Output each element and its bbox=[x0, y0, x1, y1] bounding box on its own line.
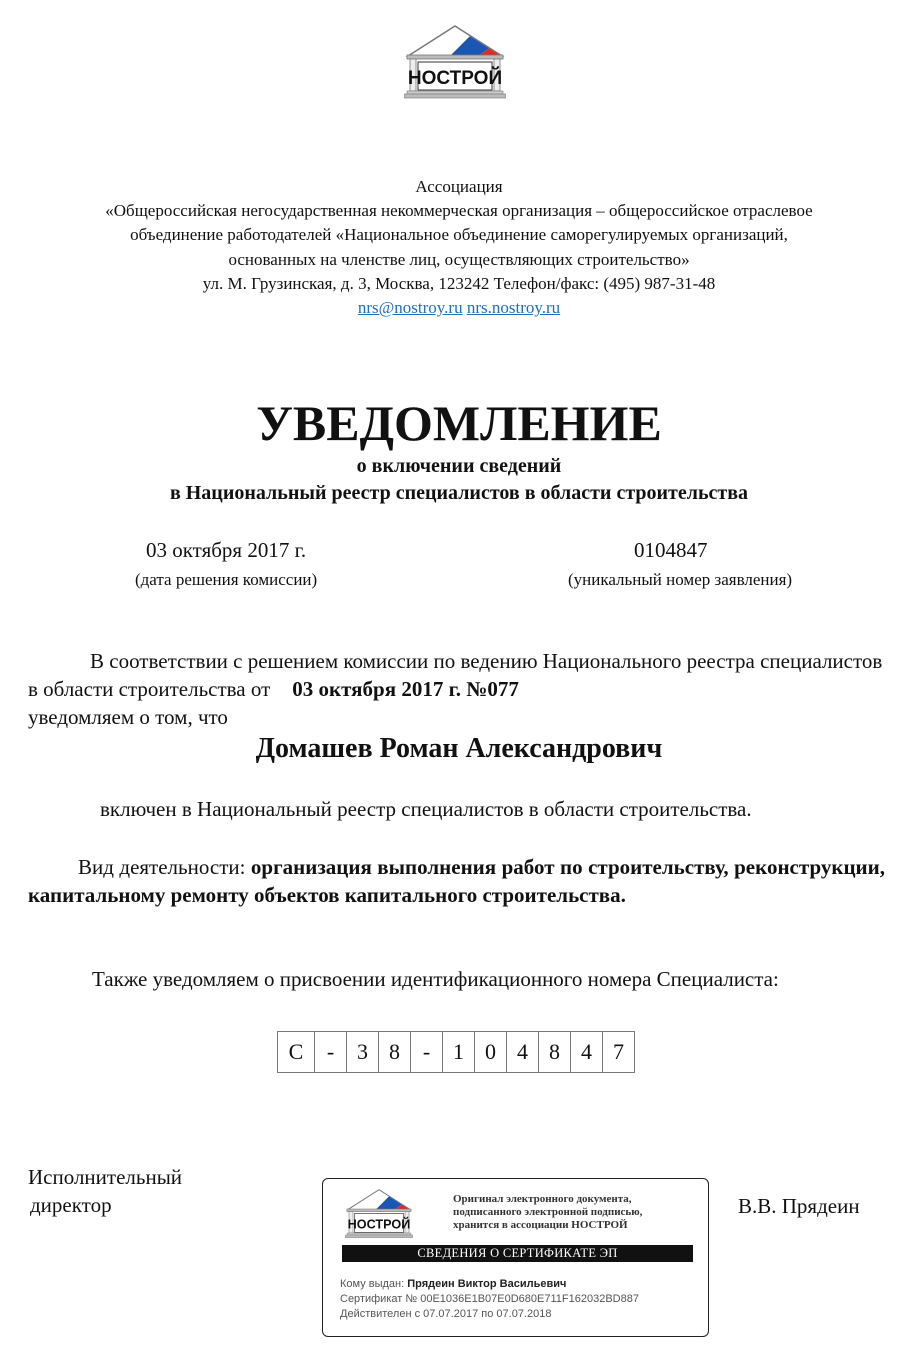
decision-reference: 03 октября 2017 г. №077 bbox=[292, 677, 519, 701]
signer-role-line-2: директор bbox=[30, 1193, 112, 1217]
document-title: УВЕДОМЛЕНИЕ bbox=[256, 395, 662, 451]
signer-name: В.В. Прядеин bbox=[738, 1194, 860, 1218]
valid-to-label: по bbox=[481, 1308, 494, 1320]
email-link[interactable]: nrs@nostroy.ru bbox=[357, 298, 463, 318]
website-link[interactable]: nrs.nostroy.ru bbox=[466, 298, 561, 318]
header-line-2: «Общероссийская негосударственная некоммерческая организация – общероссийское отраслевое bbox=[105, 201, 813, 221]
signer-role bbox=[28, 1163, 182, 1219]
id-cell: 7 bbox=[613, 1039, 624, 1064]
stamp-original-line-2: подписанного электронной подписью, bbox=[453, 1206, 643, 1218]
valid-from: 07.07.2017 bbox=[423, 1308, 479, 1320]
id-cell: 4 bbox=[571, 1032, 603, 1072]
person-name: Домашев Роман Александрович bbox=[255, 733, 663, 764]
included-statement: включен в Национальный реестр специалистов в области строительства. bbox=[100, 797, 752, 821]
stamp-validity bbox=[340, 1307, 639, 1322]
application-number-caption: (уникальный номер заявления) bbox=[568, 570, 793, 589]
decision-date: 03 октября 2017 г. bbox=[146, 538, 307, 562]
decision-text: В соответствии с решением комиссии по ведению Национального реестра специалистов в области строительства от bbox=[28, 649, 883, 701]
id-cell: 1 bbox=[443, 1032, 475, 1072]
certificate-value: 00E1036E1B07E0D680E711F162032BD887 bbox=[420, 1293, 639, 1305]
stamp-certificate-number bbox=[340, 1292, 639, 1307]
e-signature-stamp bbox=[322, 1178, 709, 1337]
stamp-original-line-3: хранится в ассоциации НОСТРОЙ bbox=[453, 1219, 628, 1231]
id-cell: С bbox=[278, 1032, 315, 1072]
stamp-certificate-info bbox=[340, 1277, 639, 1322]
issued-to-label: Кому выдан: bbox=[340, 1278, 405, 1290]
issued-to-value: Прядеин Виктор Васильевич bbox=[407, 1278, 567, 1290]
document-subtitle-1: о включении сведений bbox=[356, 455, 562, 477]
header-links bbox=[0, 296, 918, 320]
stamp-certificate-header: СВЕДЕНИЯ О СЕРТИФИКАТЕ ЭП bbox=[342, 1245, 693, 1262]
nostroy-logo bbox=[404, 22, 506, 100]
svg-text:НОСТРОЙ: НОСТРОЙ bbox=[407, 68, 503, 89]
signer-role-line-1: Исполнительный bbox=[28, 1165, 183, 1189]
id-cell: 8 bbox=[379, 1032, 411, 1072]
id-cell: - bbox=[411, 1032, 443, 1072]
stamp-issued-to bbox=[340, 1277, 639, 1292]
activity-paragraph bbox=[28, 853, 885, 909]
activity-label: Вид деятельности: bbox=[78, 855, 246, 879]
id-cell: 0 bbox=[475, 1032, 507, 1072]
decision-date-caption: (дата решения комиссии) bbox=[135, 570, 318, 589]
specialist-id-boxes bbox=[277, 1031, 635, 1073]
stamp-original-line-1: Оригинал электронного документа, bbox=[453, 1193, 632, 1205]
header-line-3: объединение работодателей «Национальное объединение саморегулируемых организаций, bbox=[130, 225, 788, 245]
nostroy-building-logo-icon bbox=[345, 1187, 413, 1239]
id-cell: - bbox=[315, 1032, 347, 1072]
id-cell: 4 bbox=[507, 1032, 539, 1072]
id-cell: 8 bbox=[539, 1032, 571, 1072]
id-cell: 3 bbox=[347, 1032, 379, 1072]
id-assignment-notice: Также уведомляем о присвоении идентификационного номера Специалиста: bbox=[92, 967, 779, 991]
valid-label: Действителен с bbox=[340, 1308, 421, 1320]
decision-paragraph bbox=[28, 647, 888, 731]
organization-header bbox=[0, 175, 918, 320]
nostroy-building-logo-icon bbox=[404, 22, 506, 100]
stamp-logo bbox=[345, 1187, 413, 1239]
svg-text:НОСТРОЙ: НОСТРОЙ bbox=[347, 1217, 411, 1232]
notify-text: уведомляем о том, что bbox=[28, 705, 228, 729]
certificate-label: Сертификат № bbox=[340, 1293, 418, 1305]
valid-to: 07.07.2018 bbox=[496, 1308, 552, 1320]
stamp-original-notice bbox=[453, 1193, 642, 1232]
header-address: ул. М. Грузинская, д. 3, Москва, 123242 Телефон/факс: (495) 987-31-48 bbox=[202, 273, 716, 293]
header-line-4: основанных на членстве лиц, осуществляющих строительство» bbox=[228, 249, 690, 269]
application-number: 0104847 bbox=[634, 538, 708, 562]
document-subtitle-2: в Национальный реестр специалистов в области строительства bbox=[169, 482, 749, 504]
header-line-association: Ассоциация bbox=[415, 177, 503, 196]
activity-value: организация выполнения работ по строительству, реконструкции, капитальному ремонту объектов капитального строительства. bbox=[28, 855, 885, 907]
